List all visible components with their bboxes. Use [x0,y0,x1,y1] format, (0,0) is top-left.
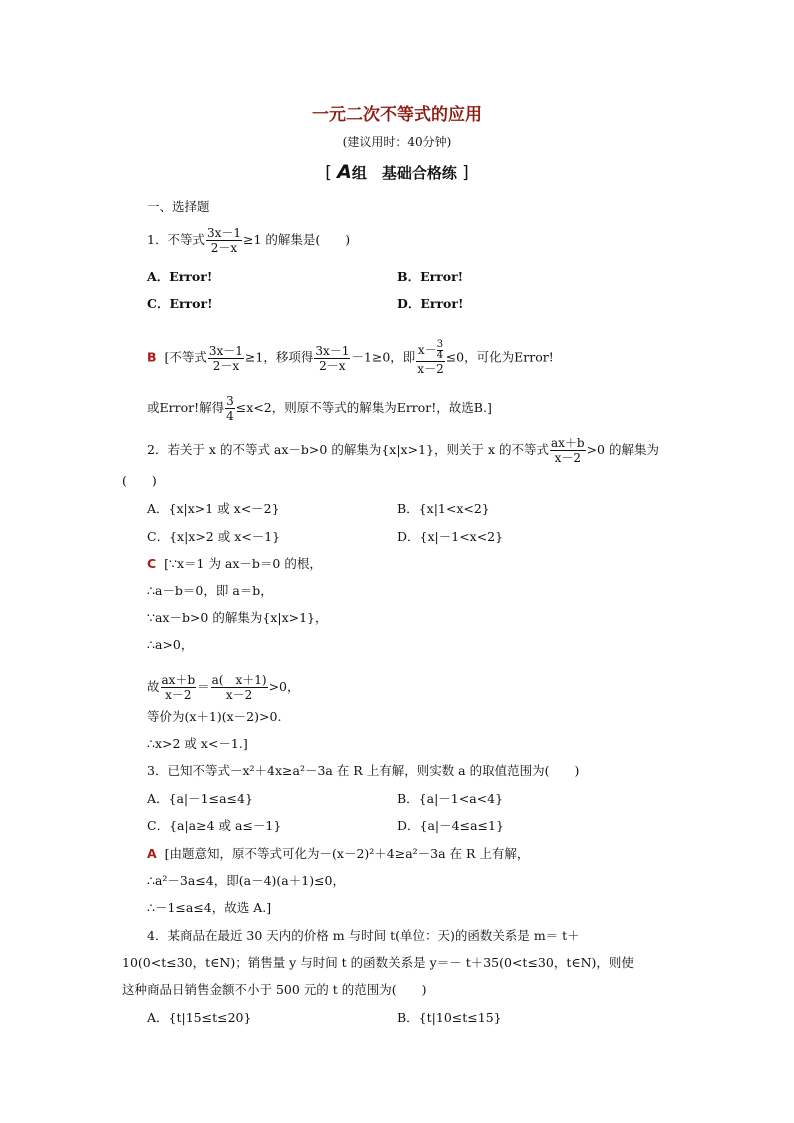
q1-option-d: D．Error! [397,296,464,311]
group-heading: [ A组 基础合格练 ] [325,161,469,183]
q3-solution-line-2: ∴a²－3a≤4，即(a－4)(a＋1)≤0， [147,873,345,888]
q1-option-a: A．Error! [147,269,213,284]
question-2-stem: 2．若关于 x 的不等式 ax－b>0 的解集为{x|x>1}，则关于 x 的不等式 $\frac{ax+b}{x-2}$ >0 的解集为 [147,436,659,465]
q3-option-b: B．{a|－1<a<4} [397,791,504,806]
q3-option-c: C．{a|a≥4 或 a≤－1} [147,818,282,833]
section-heading: 一、选择题 [147,199,210,214]
q4-option-b: B．{t|10≤t≤15} [397,1010,502,1025]
q4-option-a: A．{t|15≤t≤20} [147,1010,252,1025]
q2-solution-line-1: C [∵x＝1 为 ax－b＝0 的根， [147,556,322,571]
q2-solution-line-4: ∴a>0， [147,637,194,652]
q1-option-c: C．Error! [147,296,213,311]
q2-solution-line-5: 故 $\frac{ax+b}{x-2}$ ＝ $\frac{a( x+1)}{x-2}$ >0， [147,673,300,702]
question-4-line-2: 10(0<t≤30，t∈N)；销售量 y 与时间 t 的函数关系是 y＝－ t＋35(0<t≤30，t∈N)，则使 [122,955,634,970]
q1-option-b: B．Error! [397,269,464,284]
q2-option-c: C．{x|x>2 或 x<－1} [147,529,281,544]
q2-option-b: B．{x|1<x<2} [397,501,490,516]
q2-solution-line-3: ∵ax－b>0 的解集为{x|x>1}， [147,610,328,625]
q2-answer-paren: ( ) [122,473,157,488]
q2-option-a: A．{x|x>1 或 x<－2} [147,501,280,516]
question-1-stem: 1．不等式 $\frac{3x-1}{2-x}$ ≥1 的解集是( ) [147,226,351,255]
q3-solution-line-1: A [由题意知，原不等式可化为－(x－2)²＋4≥a²－3a 在 R 上有解， [147,846,530,861]
question-4-line-3: 这种商品日销售金额不小于 500 元的 t 的范围为( ) [122,982,427,997]
page-title: 一元二次不等式的应用 [312,105,482,125]
suggested-time: (建议用时：40分钟) [342,135,452,149]
q3-solution-line-3: ∴－1≤a≤4，故选 A.] [147,900,272,915]
q2-solution-line-2: ∴a－b＝0，即 a＝b， [147,583,273,598]
q3-option-d: D．{a|－4≤a≤1} [397,818,504,833]
q2-option-d: D．{x|－1<x<2} [397,529,504,544]
q2-solution-line-7: ∴x>2 或 x<－1.] [147,736,248,751]
q2-solution-line-6: 等价为(x＋1)(x－2)>0. [147,709,282,724]
question-4-line-1: 4．某商品在最近 30 天内的价格 m 与时间 t(单位：天)的函数关系是 m＝ t＋ [147,928,580,943]
q1-solution-line-2: 或Error!解得 $\frac{3}{4}$ ≤x<2，则原不等式的解集为Error!，故选B.] [147,394,492,423]
q3-option-a: A．{a|－1≤a≤4} [147,791,253,806]
question-3-stem: 3．已知不等式－x²＋4x≥a²－3a 在 R 上有解，则实数 a 的取值范围为( ) [147,763,580,778]
q1-solution-line-1: B [不等式 $\frac{3x-1}{2-x}$ ≥1，移项得 $\frac{3x-1}{2-x}$ －1≥0，即 x－ $\frac{3}{4}$ x－2 ≤0，可化为Error! [147,339,554,376]
